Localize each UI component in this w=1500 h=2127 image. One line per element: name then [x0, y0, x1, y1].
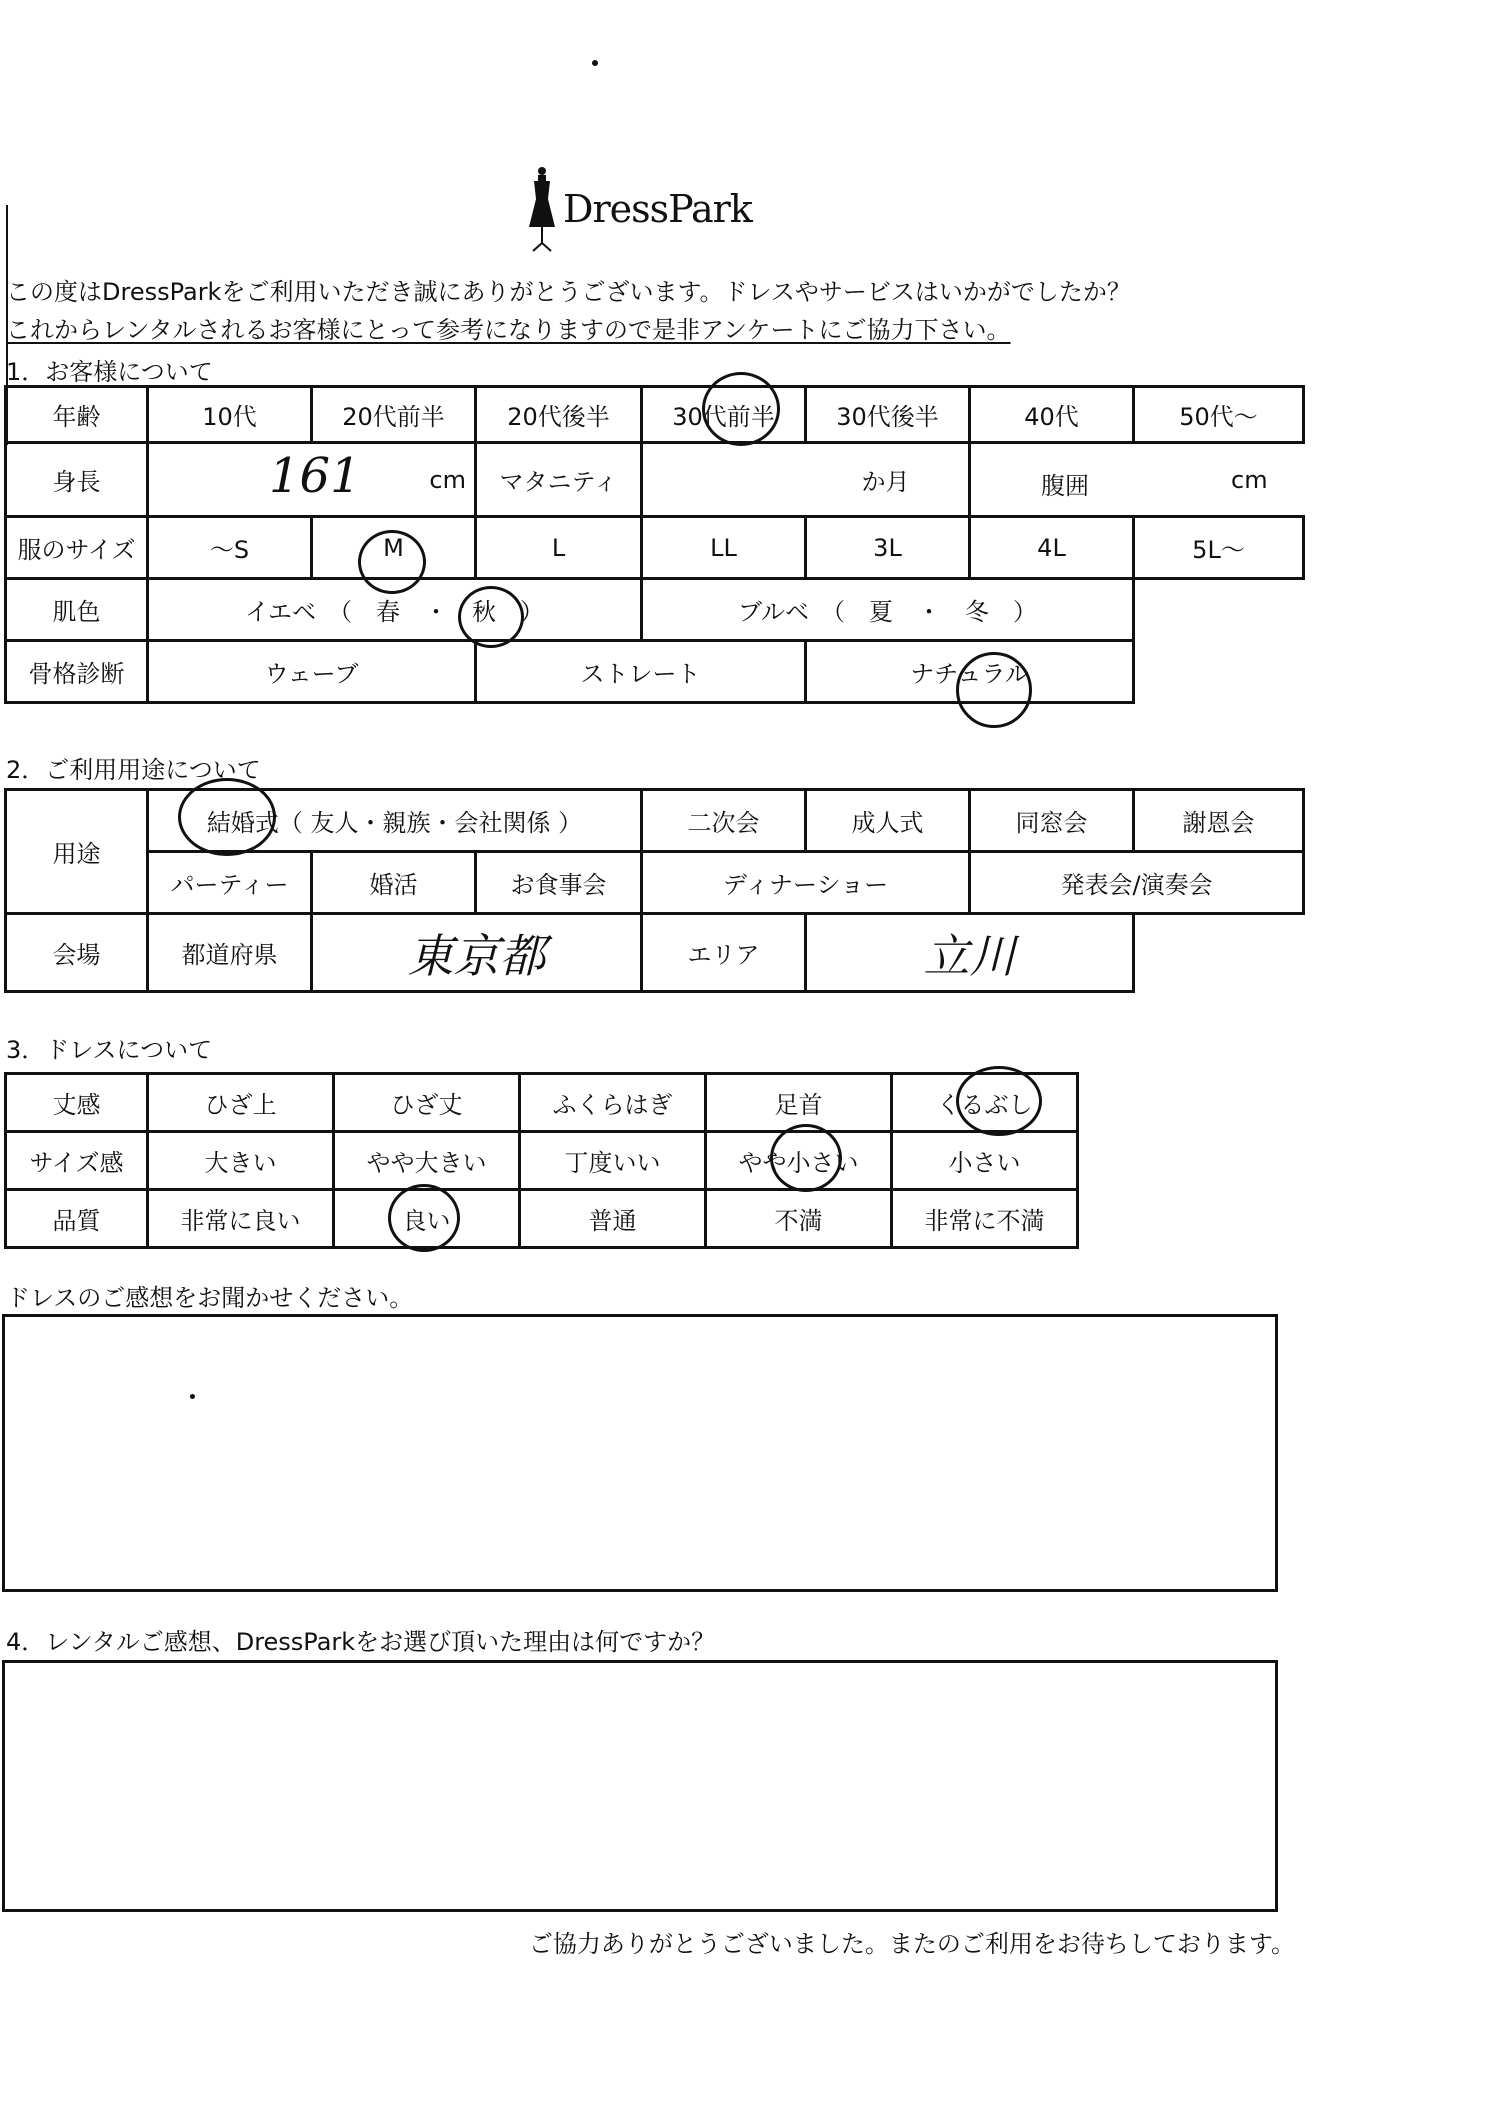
purpose-option[interactable]: 二次会 — [642, 790, 806, 852]
length-row — [6, 1074, 1078, 1132]
body-type-label: 骨格診断 — [6, 641, 148, 703]
age-option[interactable]: 40代 — [970, 387, 1134, 443]
purpose-table — [4, 788, 1305, 993]
fit-option[interactable]: 小さい — [892, 1132, 1078, 1190]
quality-option[interactable]: 非常に良い — [148, 1190, 334, 1248]
skin-yellow-base[interactable]: イエベ （ 春 ・ 秋 ） — [148, 579, 642, 641]
maternity-label: マタニティ — [476, 443, 642, 517]
age-label: 年齢 — [6, 387, 148, 443]
impression-textarea[interactable] — [2, 1314, 1278, 1592]
section-4-title: 4．レンタルご感想、DressParkをお選び頂いた理由は何ですか？ — [6, 1628, 716, 1656]
length-option[interactable]: ひざ上 — [148, 1074, 334, 1132]
purpose-row-2 — [6, 852, 1304, 914]
area-label: エリア — [642, 914, 806, 992]
fit-label: サイズ感 — [6, 1132, 148, 1190]
purpose-option[interactable]: 婚活 — [312, 852, 476, 914]
intro-line-2: これからレンタルされるお客様にとって参考になりますので是非アンケートにご協力下さい。 — [6, 316, 1011, 344]
fit-option[interactable]: やや大きい — [334, 1132, 520, 1190]
scan-speck — [592, 60, 598, 66]
purpose-option[interactable]: お食事会 — [476, 852, 642, 914]
fit-option[interactable]: 大きい — [148, 1132, 334, 1190]
age-row — [6, 387, 1304, 443]
closing-message: ご協力ありがとうございました。またのご利用をお待ちしております。 — [528, 1930, 1295, 1958]
age-option-selected[interactable]: 30代前半 — [642, 387, 806, 443]
size-option[interactable]: 4L — [970, 517, 1134, 579]
customer-table — [4, 385, 1305, 704]
purpose-option-selected[interactable]: 結婚式（ 友人・親族・会社関係 ） — [148, 790, 642, 852]
purpose-option[interactable]: 謝恩会 — [1134, 790, 1304, 852]
quality-option-selected[interactable]: 良い — [334, 1190, 520, 1248]
maternity-field[interactable] — [642, 443, 970, 517]
body-type-option-selected[interactable]: ナチュラル — [806, 641, 1134, 703]
size-option[interactable]: L — [476, 517, 642, 579]
maternity-unit: か月 — [861, 468, 910, 496]
size-row — [6, 517, 1304, 579]
dress-table — [4, 1072, 1079, 1249]
age-option[interactable]: 20代後半 — [476, 387, 642, 443]
age-option[interactable]: 10代 — [148, 387, 312, 443]
age-option[interactable]: 50代〜 — [1134, 387, 1304, 443]
reason-textarea[interactable] — [2, 1660, 1278, 1912]
skin-empty — [1134, 579, 1304, 641]
venue-empty — [1134, 914, 1304, 992]
purpose-option[interactable]: ディナーショー — [642, 852, 970, 914]
size-label: 服のサイズ — [6, 517, 148, 579]
intro-line-1: この度はDressParkをご利用いただき誠にありがとうございます。ドレスやサービスはいかがでしたか？ — [6, 278, 1131, 306]
quality-label: 品質 — [6, 1190, 148, 1248]
length-option[interactable]: ふくらはぎ — [520, 1074, 706, 1132]
venue-row — [6, 914, 1304, 992]
height-row — [6, 443, 1304, 517]
length-option[interactable]: 足首 — [706, 1074, 892, 1132]
purpose-option[interactable]: 成人式 — [806, 790, 970, 852]
size-option[interactable]: 〜S — [148, 517, 312, 579]
body-type-empty — [1134, 641, 1304, 703]
length-option[interactable]: ひざ丈 — [334, 1074, 520, 1132]
skin-blue-base[interactable]: ブルベ （ 夏 ・ 冬 ） — [642, 579, 1134, 641]
purpose-row-1 — [6, 790, 1304, 852]
purpose-option[interactable]: 発表会/演奏会 — [970, 852, 1304, 914]
quality-option[interactable]: 不満 — [706, 1190, 892, 1248]
quality-option[interactable]: 非常に不満 — [892, 1190, 1078, 1248]
height-unit: cm — [429, 466, 466, 494]
waist-unit: cm — [1231, 466, 1268, 494]
height-label: 身長 — [6, 443, 148, 517]
quality-row — [6, 1190, 1078, 1248]
purpose-label: 用途 — [6, 790, 148, 914]
height-value: 161 — [269, 448, 361, 504]
age-option[interactable]: 30代後半 — [806, 387, 970, 443]
waist-label: 腹囲 — [1041, 472, 1089, 500]
dresspark-logo — [525, 165, 825, 255]
venue-label: 会場 — [6, 914, 148, 992]
body-type-row — [6, 641, 1304, 703]
fit-option[interactable]: 丁度いい — [520, 1132, 706, 1190]
prefecture-label: 都道府県 — [148, 914, 312, 992]
logo-text: DressPark — [563, 187, 752, 231]
section-1-title: 1．お客様について — [6, 358, 213, 386]
prefecture-value[interactable]: 東京都 — [312, 914, 642, 992]
size-option[interactable]: 5L〜 — [1134, 517, 1304, 579]
fit-row — [6, 1132, 1078, 1190]
skin-row — [6, 579, 1304, 641]
size-option[interactable]: 3L — [806, 517, 970, 579]
body-type-option[interactable]: ウェーブ — [148, 641, 476, 703]
length-option-selected[interactable]: くるぶし — [892, 1074, 1078, 1132]
section-2-title: 2．ご利用用途について — [6, 756, 261, 784]
section-3-title: 3．ドレスについて — [6, 1036, 213, 1064]
body-type-option[interactable]: ストレート — [476, 641, 806, 703]
waist-field[interactable] — [970, 443, 1304, 517]
skin-label: 肌色 — [6, 579, 148, 641]
fit-option-selected[interactable]: やや小さい — [706, 1132, 892, 1190]
purpose-option[interactable]: パーティー — [148, 852, 312, 914]
quality-option[interactable]: 普通 — [520, 1190, 706, 1248]
age-option[interactable]: 20代前半 — [312, 387, 476, 443]
height-field[interactable] — [148, 443, 476, 517]
size-option[interactable]: LL — [642, 517, 806, 579]
purpose-option[interactable]: 同窓会 — [970, 790, 1134, 852]
size-option-selected[interactable]: M — [312, 517, 476, 579]
dress-mannequin-icon — [525, 165, 559, 255]
impression-prompt: ドレスのご感想をお聞かせください。 — [6, 1284, 414, 1312]
length-label: 丈感 — [6, 1074, 148, 1132]
area-value[interactable]: 立川 — [806, 914, 1134, 992]
